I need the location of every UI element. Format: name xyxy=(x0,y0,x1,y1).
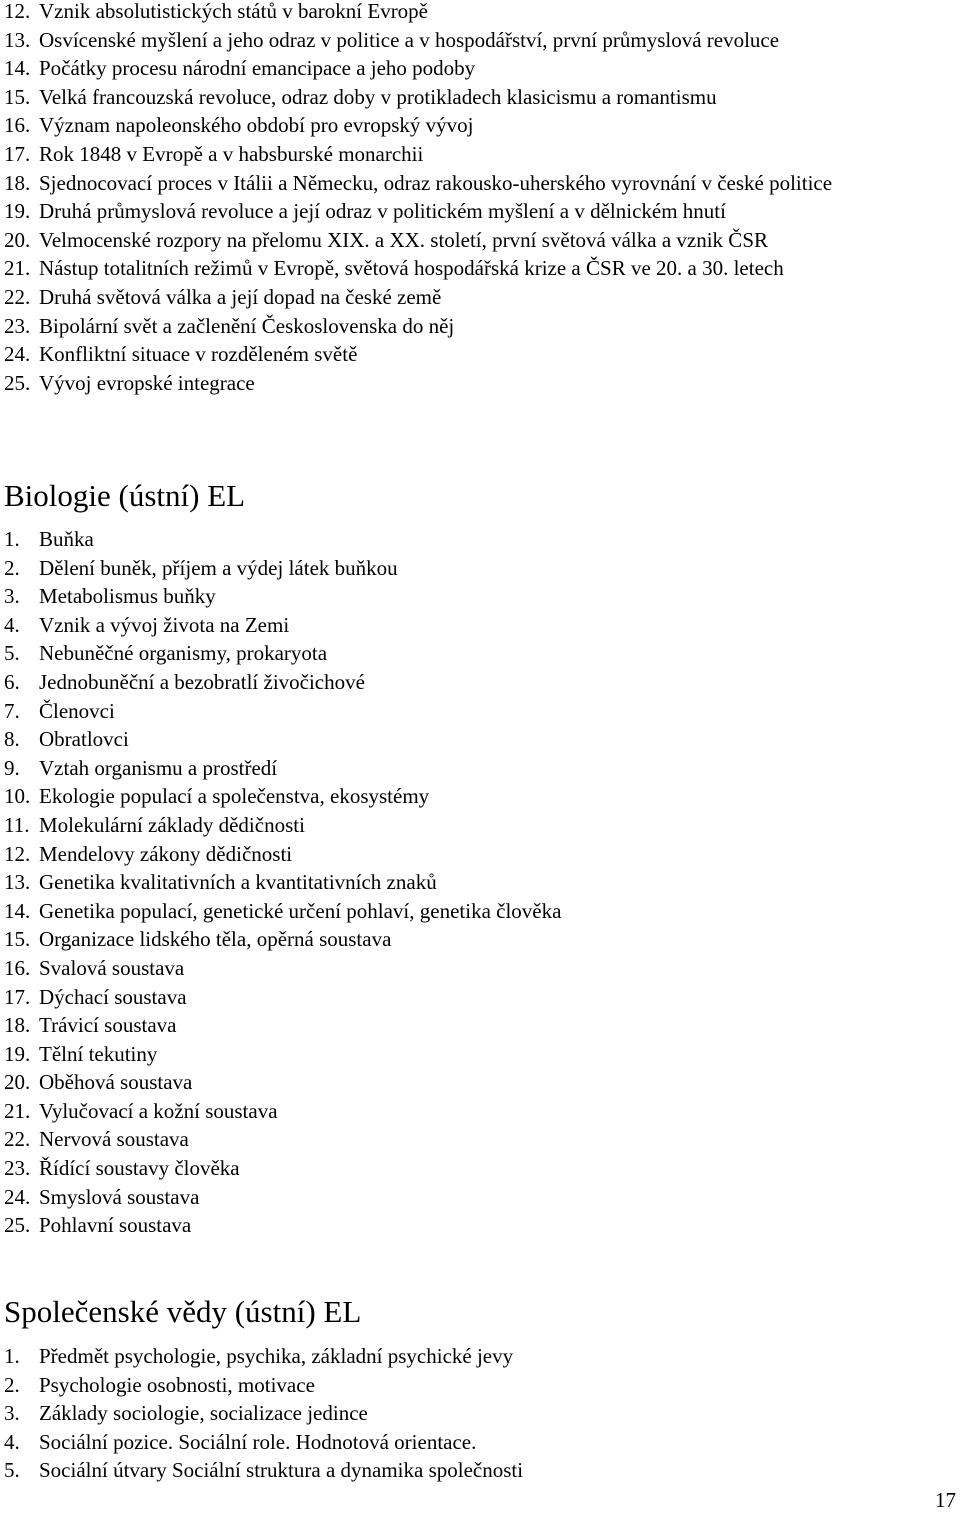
list-item xyxy=(4,554,960,583)
list-item xyxy=(4,525,960,554)
list-item xyxy=(4,897,960,926)
item-number: 22. xyxy=(4,1127,31,1152)
item-number: 19. xyxy=(4,1041,31,1066)
list-item xyxy=(4,868,960,897)
item-text: Velmocenské rozpory na přelomu XIX. a XX. století, první světová válka a vznik ČSR xyxy=(39,227,769,252)
item-number: 5. xyxy=(4,641,20,666)
list-item xyxy=(4,1399,960,1428)
item-text: Metabolismus buňky xyxy=(39,584,216,609)
list-item xyxy=(4,697,960,726)
list-item xyxy=(4,83,960,112)
item-number: 23. xyxy=(4,313,31,338)
item-text: Vývoj evropské integrace xyxy=(39,370,255,395)
item-number: 9. xyxy=(4,755,20,780)
list-item xyxy=(4,639,960,668)
list-item xyxy=(4,1342,960,1371)
list-item xyxy=(4,340,960,369)
item-number: 8. xyxy=(4,727,20,752)
item-text: Svalová soustava xyxy=(39,955,185,980)
item-number: 13. xyxy=(4,27,31,52)
item-number: 10. xyxy=(4,784,31,809)
list-item xyxy=(4,0,960,26)
item-text: Organizace lidského těla, opěrná soustava xyxy=(39,927,392,952)
item-text: Konfliktní situace v rozděleném světě xyxy=(39,342,358,367)
item-number: 4. xyxy=(4,1429,20,1454)
item-text: Psychologie osobnosti, motivace xyxy=(39,1372,315,1397)
list-item xyxy=(4,226,960,255)
item-text: Trávicí soustava xyxy=(39,1013,177,1038)
item-text: Tělní tekutiny xyxy=(39,1041,158,1066)
item-text: Genetika kvalitativních a kvantitativních znaků xyxy=(39,870,437,895)
item-number: 13. xyxy=(4,870,31,895)
item-number: 20. xyxy=(4,227,31,252)
item-number: 23. xyxy=(4,1156,31,1181)
list-item xyxy=(4,1456,960,1485)
item-text: Molekulární základy dědičnosti xyxy=(39,812,305,837)
list-item xyxy=(4,1428,960,1457)
item-text: Rok 1848 v Evropě a v habsburské monarchii xyxy=(39,141,424,166)
list-item xyxy=(4,54,960,83)
list-item xyxy=(4,611,960,640)
list-item xyxy=(4,1097,960,1126)
item-text: Velká francouzská revoluce, odraz doby v protikladech klasicismu a romantismu xyxy=(39,84,717,109)
list-item xyxy=(4,369,960,398)
item-text: Druhá světová válka a její dopad na české země xyxy=(39,284,442,309)
item-number: 15. xyxy=(4,927,31,952)
item-text: Sociální útvary Sociální struktura a dynamika společnosti xyxy=(39,1458,524,1483)
item-number: 12. xyxy=(4,0,31,23)
social-sciences-topic-list xyxy=(4,1342,960,1485)
item-text: Obratlovci xyxy=(39,727,129,752)
item-text: Nástup totalitních režimů v Evropě, světová hospodářská krize a ČSR ve 20. a 30. letech xyxy=(39,256,784,281)
item-number: 22. xyxy=(4,284,31,309)
item-text: Vztah organismu a prostředí xyxy=(39,755,278,780)
item-number: 14. xyxy=(4,56,31,81)
item-number: 21. xyxy=(4,1098,31,1123)
item-number: 25. xyxy=(4,1213,31,1238)
list-item xyxy=(4,782,960,811)
item-number: 24. xyxy=(4,1184,31,1209)
item-text: Pohlavní soustava xyxy=(39,1213,192,1238)
item-number: 20. xyxy=(4,1070,31,1095)
list-item xyxy=(4,754,960,783)
item-number: 18. xyxy=(4,1013,31,1038)
list-item xyxy=(4,983,960,1012)
item-number: 7. xyxy=(4,698,20,723)
item-text: Mendelovy zákony dědičnosti xyxy=(39,841,293,866)
item-text: Dýchací soustava xyxy=(39,984,187,1009)
item-text: Sociální pozice. Sociální role. Hodnotová orientace. xyxy=(39,1429,477,1454)
item-number: 6. xyxy=(4,669,20,694)
item-text: Vznik a vývoj života na Zemi xyxy=(39,612,290,637)
item-number: 17. xyxy=(4,984,31,1009)
item-text: Oběhová soustava xyxy=(39,1070,193,1095)
item-number: 3. xyxy=(4,1401,20,1426)
list-item xyxy=(4,283,960,312)
item-number: 12. xyxy=(4,841,31,866)
list-item xyxy=(4,1040,960,1069)
list-item xyxy=(4,840,960,869)
list-item xyxy=(4,811,960,840)
list-item xyxy=(4,1211,960,1240)
list-item xyxy=(4,254,960,283)
section-heading-biology: Biologie (ústní) EL xyxy=(4,478,246,513)
item-text: Nebuněčné organismy, prokaryota xyxy=(39,641,328,666)
list-item xyxy=(4,111,960,140)
item-text: Druhá průmyslová revoluce a její odraz v politickém myšlení a v dělnickém hnutí xyxy=(39,199,726,224)
item-text: Dělení buněk, příjem a výdej látek buňkou xyxy=(39,555,398,580)
item-text: Vznik absolutistických států v barokní Evropě xyxy=(39,0,429,23)
list-item xyxy=(4,725,960,754)
item-text: Smyslová soustava xyxy=(39,1184,200,1209)
list-item xyxy=(4,954,960,983)
list-item xyxy=(4,582,960,611)
page-number: 17 xyxy=(935,1488,956,1512)
item-text: Řídící soustavy člověka xyxy=(39,1156,240,1181)
item-text: Členovci xyxy=(39,698,115,723)
item-text: Buňka xyxy=(39,527,94,551)
list-item xyxy=(4,140,960,169)
item-text: Vylučovací a kožní soustava xyxy=(39,1098,278,1123)
section-heading-social-sciences: Společenské vědy (ústní) EL xyxy=(4,1294,362,1329)
item-number: 16. xyxy=(4,113,31,138)
item-number: 25. xyxy=(4,370,31,395)
item-text: Význam napoleonského období pro evropský vývoj xyxy=(39,113,474,138)
item-text: Bipolární svět a začlenění Československa do něj xyxy=(39,313,455,338)
item-text: Genetika populací, genetické určení pohlaví, genetika člověka xyxy=(39,898,562,923)
list-item xyxy=(4,169,960,198)
item-number: 1. xyxy=(4,1344,20,1368)
list-item xyxy=(4,197,960,226)
item-text: Předmět psychologie, psychika, základní psychické jevy xyxy=(39,1344,514,1368)
item-number: 16. xyxy=(4,955,31,980)
item-number: 17. xyxy=(4,141,31,166)
list-item xyxy=(4,1125,960,1154)
item-number: 24. xyxy=(4,342,31,367)
item-number: 11. xyxy=(4,812,30,837)
list-item xyxy=(4,312,960,341)
item-number: 3. xyxy=(4,584,20,609)
item-number: 2. xyxy=(4,555,20,580)
item-text: Osvícenské myšlení a jeho odraz v politice a v hospodářství, první průmyslová revoluce xyxy=(39,27,780,52)
item-text: Jednobuněční a bezobratlí živočichové xyxy=(39,669,365,694)
item-number: 2. xyxy=(4,1372,20,1397)
item-text: Počátky procesu národní emancipace a jeho podoby xyxy=(39,56,476,81)
list-item xyxy=(4,668,960,697)
item-text: Ekologie populací a společenstva, ekosystémy xyxy=(39,784,430,809)
list-item xyxy=(4,1068,960,1097)
item-text: Základy sociologie, socializace jedince xyxy=(39,1401,368,1426)
item-number: 14. xyxy=(4,898,31,923)
item-number: 4. xyxy=(4,612,20,637)
list-item xyxy=(4,1154,960,1183)
item-number: 15. xyxy=(4,84,31,109)
history-topic-list xyxy=(4,0,960,397)
item-number: 1. xyxy=(4,527,20,551)
list-item xyxy=(4,26,960,55)
list-item xyxy=(4,925,960,954)
biology-topic-list xyxy=(4,525,960,1240)
list-item xyxy=(4,1371,960,1400)
item-number: 21. xyxy=(4,256,31,281)
list-item xyxy=(4,1183,960,1212)
list-item xyxy=(4,1011,960,1040)
item-text: Nervová soustava xyxy=(39,1127,189,1152)
item-number: 19. xyxy=(4,199,31,224)
item-number: 5. xyxy=(4,1458,20,1483)
item-text: Sjednocovací proces v Itálii a Německu, odraz rakousko-uherského vyrovnání v české politice xyxy=(39,170,833,195)
item-number: 18. xyxy=(4,170,31,195)
